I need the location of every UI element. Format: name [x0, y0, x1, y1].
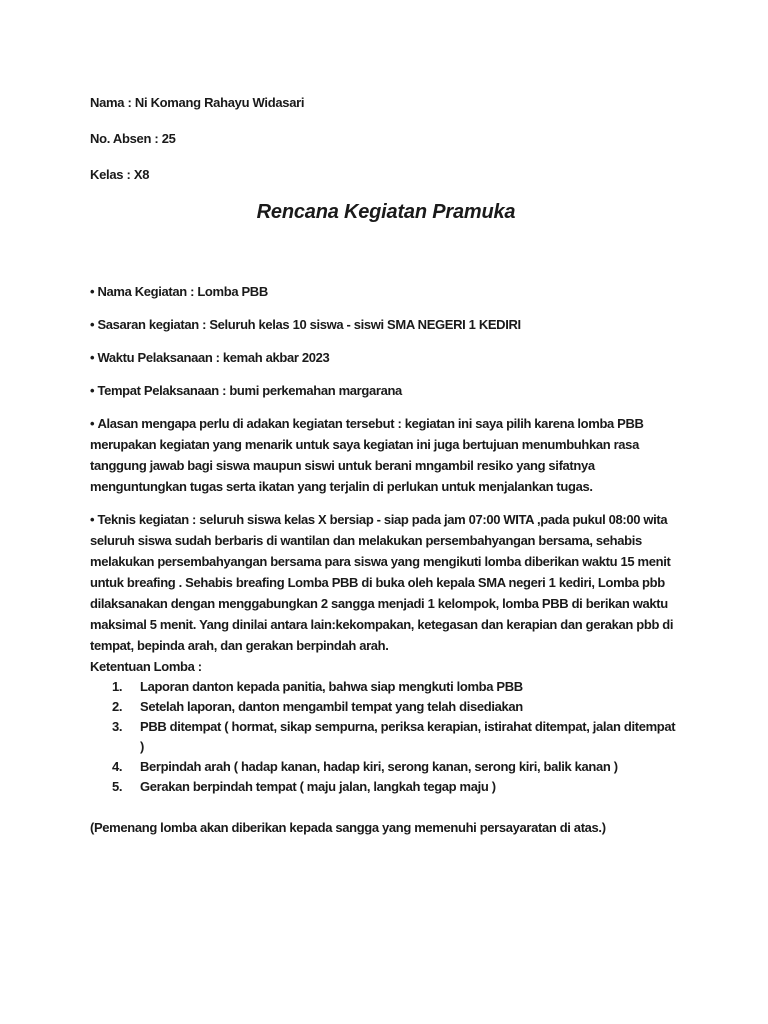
document-header	[90, 92, 682, 185]
student-name-line: Nama : Ni Komang Rahayu Widasari	[90, 95, 305, 110]
activity-detail-item: • Waktu Pelaksanaan : kemah akbar 2023	[90, 347, 682, 368]
activity-detail-item: • Sasaran kegiatan : Seluruh kelas 10 siswa - siswi SMA NEGERI 1 KEDIRI	[90, 314, 682, 335]
winner-note: (Pemenang lomba akan diberikan kepada sangga yang memenuhi persayaratan di atas.)	[90, 820, 606, 835]
activity-detail-list	[90, 281, 682, 656]
activity-detail-item: • Tempat Pelaksanaan : bumi perkemahan margarana	[90, 380, 682, 401]
class-line: Kelas : X8	[90, 167, 150, 182]
competition-rule-item: Gerakan berpindah tempat ( maju jalan, langkah tegap maju )	[140, 779, 496, 794]
rules-heading: Ketentuan Lomba :	[90, 659, 202, 674]
competition-rule-item: Setelah laporan, danton mengambil tempat yang telah disediakan	[140, 699, 523, 714]
document-title: Rencana Kegiatan Pramuka	[256, 201, 516, 223]
activity-detail-item: • Teknis kegiatan : seluruh siswa kelas X bersiap - siap pada jam 07:00 WITA ,pada pukul 08:00 wita seluruh siswa sudah berbaris di wantilan dan melakukan persembahyangan bersama, sehabis melakukan persembahyangan bersama para siswa yang mengikuti lomba diberikan waktu 15 menit untuk breafing . Sehabis breafing Lomba PBB di buka oleh kepala SMA negeri 1 kediri, Lomba pbb dilaksanakan dengan menggabungkan 2 sangga menjadi 1 kelompok, lomba PBB di berikan waktu maksimal 5 menit. Yang dinilai antara lain:kekompakan, ketegasan dan kerapian dan gerakan pbb di tempat, bepinda arah, dan gerakan berpindah arah.	[90, 509, 682, 656]
competition-rule-item: PBB ditempat ( hormat, sikap sempurna, periksa kerapian, istirahat ditempat, jalan ditempat )	[140, 719, 676, 754]
competition-rule-item: Berpindah arah ( hadap kanan, hadap kiri, serong kanan, serong kiri, balik kanan )	[140, 759, 618, 774]
activity-detail-item: • Nama Kegiatan : Lomba PBB	[90, 281, 682, 302]
attendance-number-line: No. Absen : 25	[90, 131, 176, 146]
competition-rule-item: Laporan danton kepada panitia, bahwa siap mengkuti lomba PBB	[140, 679, 523, 694]
activity-detail-item: • Alasan mengapa perlu di adakan kegiatan tersebut : kegiatan ini saya pilih karena lomba PBB merupakan kegiatan yang menarik untuk saya kegiatan ini juga bertujuan menumbuhkan rasa tanggung jawab bagi siswa maupun siswi untuk berani mngambil resiko yang sifatnya menguntungkan tugas serta ikatan yang terjalin di perlukan untuk menjalankan tugas.	[90, 413, 682, 497]
competition-rules-list	[90, 677, 682, 797]
